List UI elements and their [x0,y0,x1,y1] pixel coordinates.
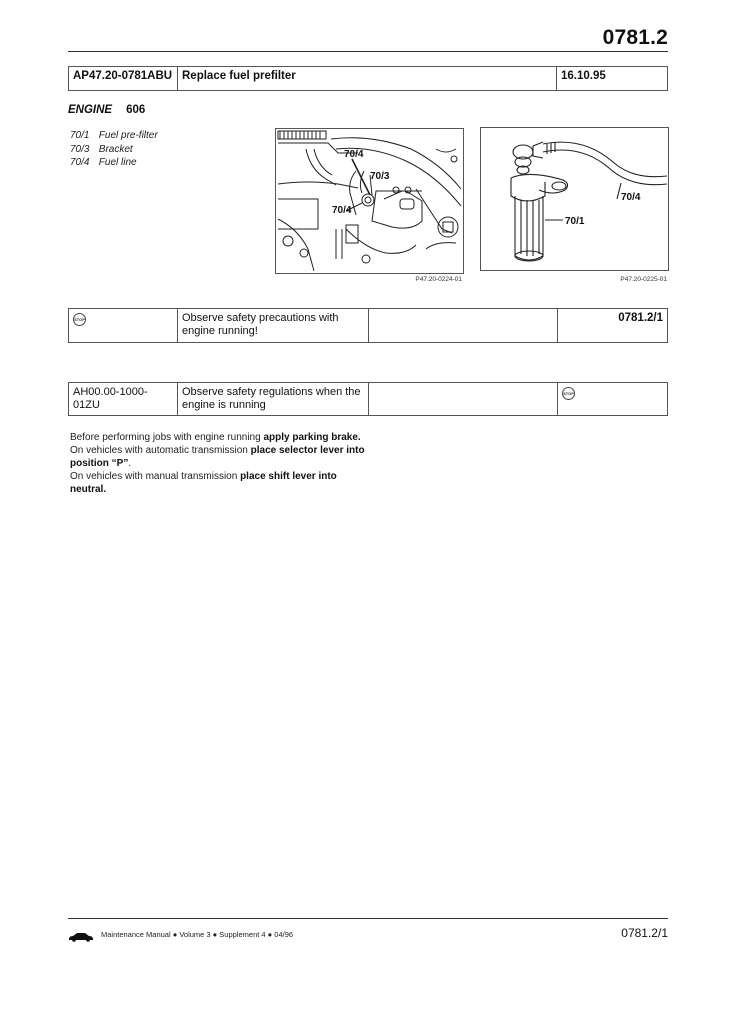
callout-70-3: 70/3 [370,171,390,182]
instruction-emphasis: apply parking brake. [263,432,361,443]
figure-caption: P47.20-0224-01 [415,276,462,283]
operation-header-table [68,66,668,91]
callout-70-1: 70/1 [565,216,585,227]
instruction-manual [70,470,370,496]
instruction-text: Before performing jobs with engine running [70,432,264,443]
legend-key: 70/4 [70,157,90,168]
engine-bay-illustration [276,129,463,273]
figure-engine-bay [275,128,464,274]
header-rule [68,51,668,52]
empty-cell [369,309,558,343]
instruction-text: . [128,458,132,469]
engine-number: 606 [126,104,146,116]
operation-date: 16.10.95 [557,67,668,91]
instruction-emphasis: place shift lever into neutral. [70,471,337,495]
engine-label [68,104,145,116]
operation-code: AP47.20-0781ABU [69,67,178,91]
legend-item [70,156,158,170]
instruction-parking-brake [70,431,370,444]
regulation-text: Observe safety regulations when the engine is running [178,383,369,416]
page-number: 0781.2 [602,26,668,49]
stop-icon: STOP [73,313,86,326]
engine-label-text: ENGINE [68,104,113,116]
figure-fuel-prefilter [480,127,669,271]
legend-label: Fuel line [98,157,137,168]
instruction-text: On vehicles with automatic transmission [70,445,251,456]
footer-publication: Maintenance Manual ● Volume 3 ● Supplement 4 ● 04/96 [101,930,294,939]
safety-text: Observe safety precautions with engine running! [178,309,369,343]
car-icon [68,929,94,947]
legend-label: Bracket [98,143,133,155]
callout-70-4-bottom: 70/4 [332,205,352,216]
operation-title: Replace fuel prefilter [178,67,557,91]
legend-key: 70/1 [70,130,90,141]
footer-rule [68,918,668,919]
figure-caption: P47.20-0225-01 [620,276,667,283]
stop-icon: STOP [562,387,575,400]
legend-label: Fuel pre-filter [98,130,158,141]
safety-regulation-table [68,382,668,416]
instruction-emphasis: place selector lever into position “P” [70,445,365,469]
safety-reference: 0781.2/1 [558,309,668,343]
safety-precaution-table [68,308,668,343]
legend-item [70,129,158,143]
instruction-automatic [70,444,370,470]
regulation-icon-cell [558,383,668,416]
legend-key: 70/3 [70,143,90,155]
callout-70-4-top: 70/4 [344,149,364,160]
safety-icon-cell [69,309,178,343]
empty-cell [369,383,558,416]
legend-item [70,143,158,157]
parts-legend [70,129,158,170]
instruction-text: On vehicles with manual transmission [70,471,241,482]
instructions-text [70,431,370,496]
fuel-prefilter-illustration [481,128,668,270]
regulation-code: AH00.00-1000-01ZU [69,383,178,416]
callout-70-4: 70/4 [621,192,641,203]
footer-page-ref: 0781.2/1 [621,926,668,940]
